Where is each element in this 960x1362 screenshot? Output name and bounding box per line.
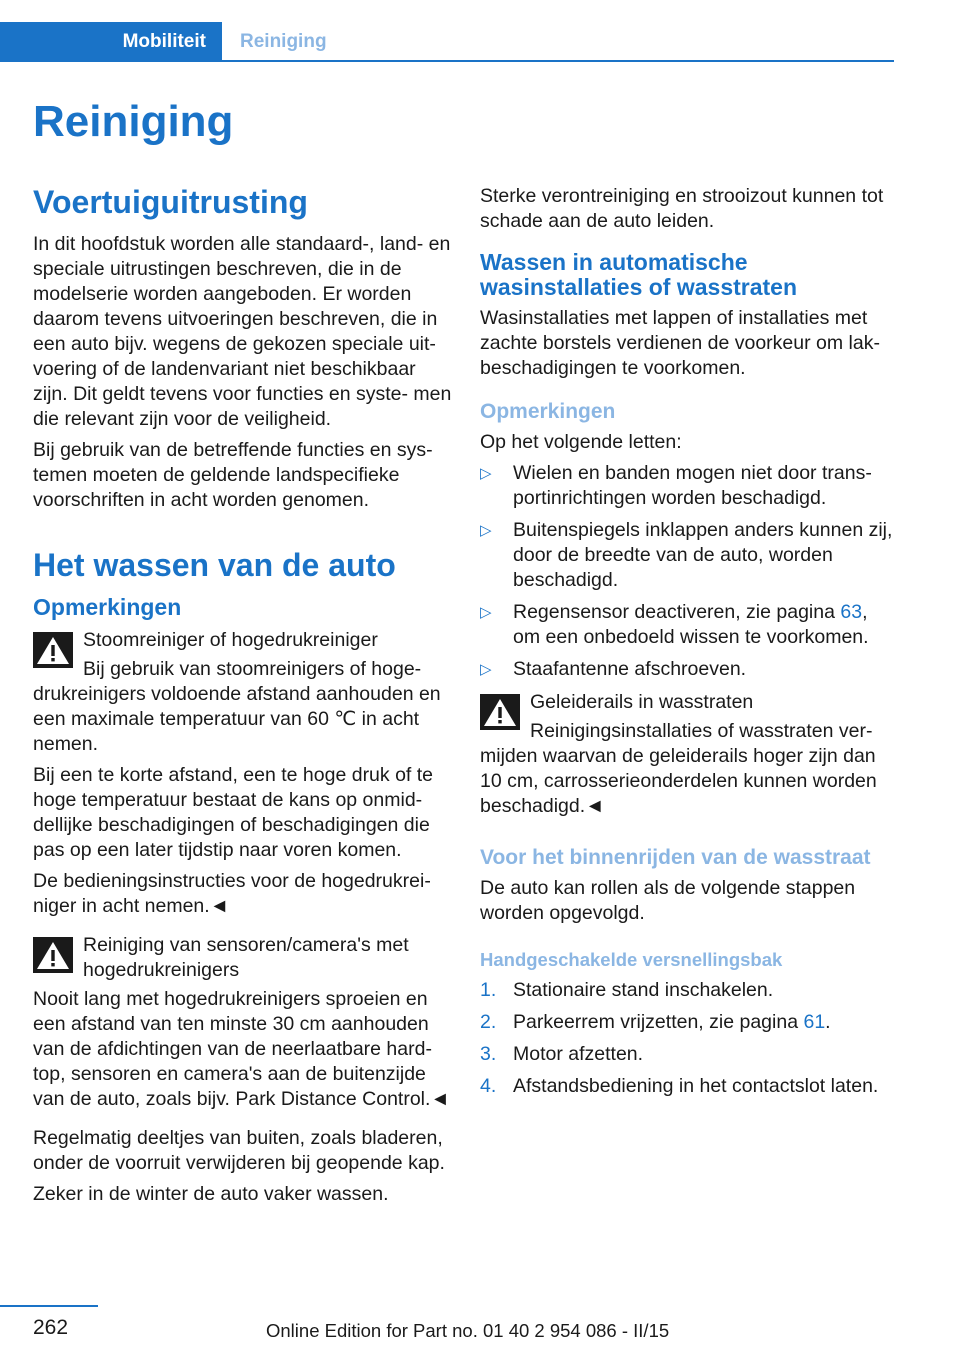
warning-text: Reinigingsinstallaties of wasstraten ver- mijden waarvan de geleiderails hoger zijn dan 10 cm, carrosserieonderdelen kunnen worden beschadigd.◄ xyxy=(480,720,877,817)
paragraph: Wasinstallaties met lappen of installaties met zachte borstels verdienen de voorkeur om lak- beschadigingen te voorkomen. xyxy=(480,307,880,379)
page-link-63[interactable]: 63 xyxy=(840,601,863,623)
subsection-title-opmerkingen: Opmerkingen xyxy=(33,594,182,620)
paragraph: Bij gebruik van de betreffende functies en sys- temen moeten de geldende landspecifieke voorschriften in acht worden genomen. xyxy=(33,439,433,511)
footer-rule xyxy=(0,1305,98,1307)
warning-title: Geleiderails in wasstraten xyxy=(530,691,754,713)
triangle-bullet-icon: ▷ xyxy=(480,604,492,621)
subsection-title-handgeschakeld: Handgeschakelde versnellingsbak xyxy=(480,949,783,970)
page-number: 262 xyxy=(33,1316,69,1339)
list-item: ▷ Regensensor deactiveren, zie pagina 63, om een onbedoeld wissen te voorkomen. xyxy=(480,601,869,648)
paragraph: Sterke verontreiniging en strooizout kunnen tot schade aan de auto leiden. xyxy=(480,185,884,232)
tab-mobiliteit[interactable]: Mobiliteit xyxy=(0,22,222,62)
chapter-tabbar xyxy=(0,22,894,62)
triangle-bullet-icon: ▷ xyxy=(480,465,492,482)
triangle-bullet-icon: ▷ xyxy=(480,522,492,539)
list-item: 3. Motor afzetten. xyxy=(480,1043,644,1065)
warning-title: Stoomreiniger of hogedrukreiniger xyxy=(83,629,378,651)
warning-triangle-icon xyxy=(33,937,73,973)
triangle-bullet-icon: ▷ xyxy=(480,661,492,678)
page-title: Reiniging xyxy=(33,97,234,146)
paragraph: Zeker in de winter de auto vaker wassen. xyxy=(33,1183,389,1205)
paragraph: De auto kan rollen als de volgende stappen worden opgevolgd. xyxy=(480,877,856,924)
section-title-wassen: Het wassen van de auto xyxy=(33,547,396,583)
list-item: ▷ Wielen en banden mogen niet door trans- portinrichtingen worden beschadigd. xyxy=(480,462,872,509)
list-item: 2. Parkeerrem vrijzetten, zie pagina 61. xyxy=(480,1011,831,1033)
paragraph: De bedieningsinstructies voor de hogedrukrei- niger in acht nemen.◄ xyxy=(33,870,431,917)
warning-text: Nooit lang met hogedrukreinigers sproeien en een afstand van ten minste 30 cm aanhouden van de afdichtingen van de neerlaatbare hard- top, sensoren en camera's aan de buitenzijde van de auto, zoals bijv. Park Distance Control.◄ xyxy=(33,988,450,1110)
list-item: 4. Afstandsbediening in het contactslot laten. xyxy=(480,1075,879,1097)
bullet-list xyxy=(480,461,895,682)
warning-block xyxy=(480,690,895,819)
right-column xyxy=(480,184,895,1107)
subsection-title-wassen-automatisch: Wassen in automatische wasinstallaties of wasstraten xyxy=(480,249,798,300)
numbered-list xyxy=(480,978,895,1099)
tab-reiniging[interactable]: Reiniging xyxy=(240,31,327,52)
list-item: ▷ Buitenspiegels inklappen anders kunnen zij, door de breedte van de auto, worden beschadigd. xyxy=(480,519,893,591)
paragraph: Regelmatig deeltjes van buiten, zoals bladeren, onder de voorruit verwijderen bij geopende kap. xyxy=(33,1127,445,1174)
warning-triangle-icon xyxy=(480,694,520,730)
warning-block xyxy=(33,628,453,757)
subsection-title-binnenrijden: Voor het binnenrijden van de wasstraat xyxy=(480,846,871,869)
paragraph: Bij een te korte afstand, een te hoge druk of te hoge temperatuur bestaat de kans op onmid- dellijke beschadigingen of beschadigingen die pas op een later tijdstip naar voren komen. xyxy=(33,764,434,861)
warning-block xyxy=(33,933,453,1112)
warning-title: Reiniging van sensoren/camera's met hogedrukreinigers xyxy=(83,934,409,981)
paragraph: Op het volgende letten: xyxy=(480,431,682,453)
subsection-title-opmerkingen: Opmerkingen xyxy=(480,400,616,423)
list-item: 1. Stationaire stand inschakelen. xyxy=(480,979,774,1001)
warning-triangle-icon xyxy=(33,632,73,668)
list-item: ▷ Staafantenne afschroeven. xyxy=(480,658,747,680)
paragraph: In dit hoofdstuk worden alle standaard-, land- en speciale uitrustingen beschreven, die in de modelserie worden aangeboden. Er worden daarom tevens uitvoeringen beschreven, die in een auto bijv. wegens de gekozen speciale uit- voering of de landenvariant niet beschikbaar zijn. Dit geldt tevens voor functies en syste- men die relevant zijn voor de veiligheid. xyxy=(33,233,452,430)
page-link-61[interactable]: 61 xyxy=(803,1011,826,1033)
section-title-voertuiguitrusting: Voertuiguitrusting xyxy=(33,184,308,220)
edition-text: Online Edition for Part no. 01 40 2 954 086 - II/15 xyxy=(266,1320,670,1341)
warning-text: Bij gebruik van stoomreinigers of hoge- drukreinigers voldoende afstand aanhouden en een maximale temperatuur van 60 ℃ in acht nemen. xyxy=(33,658,441,755)
left-column xyxy=(33,184,453,1213)
